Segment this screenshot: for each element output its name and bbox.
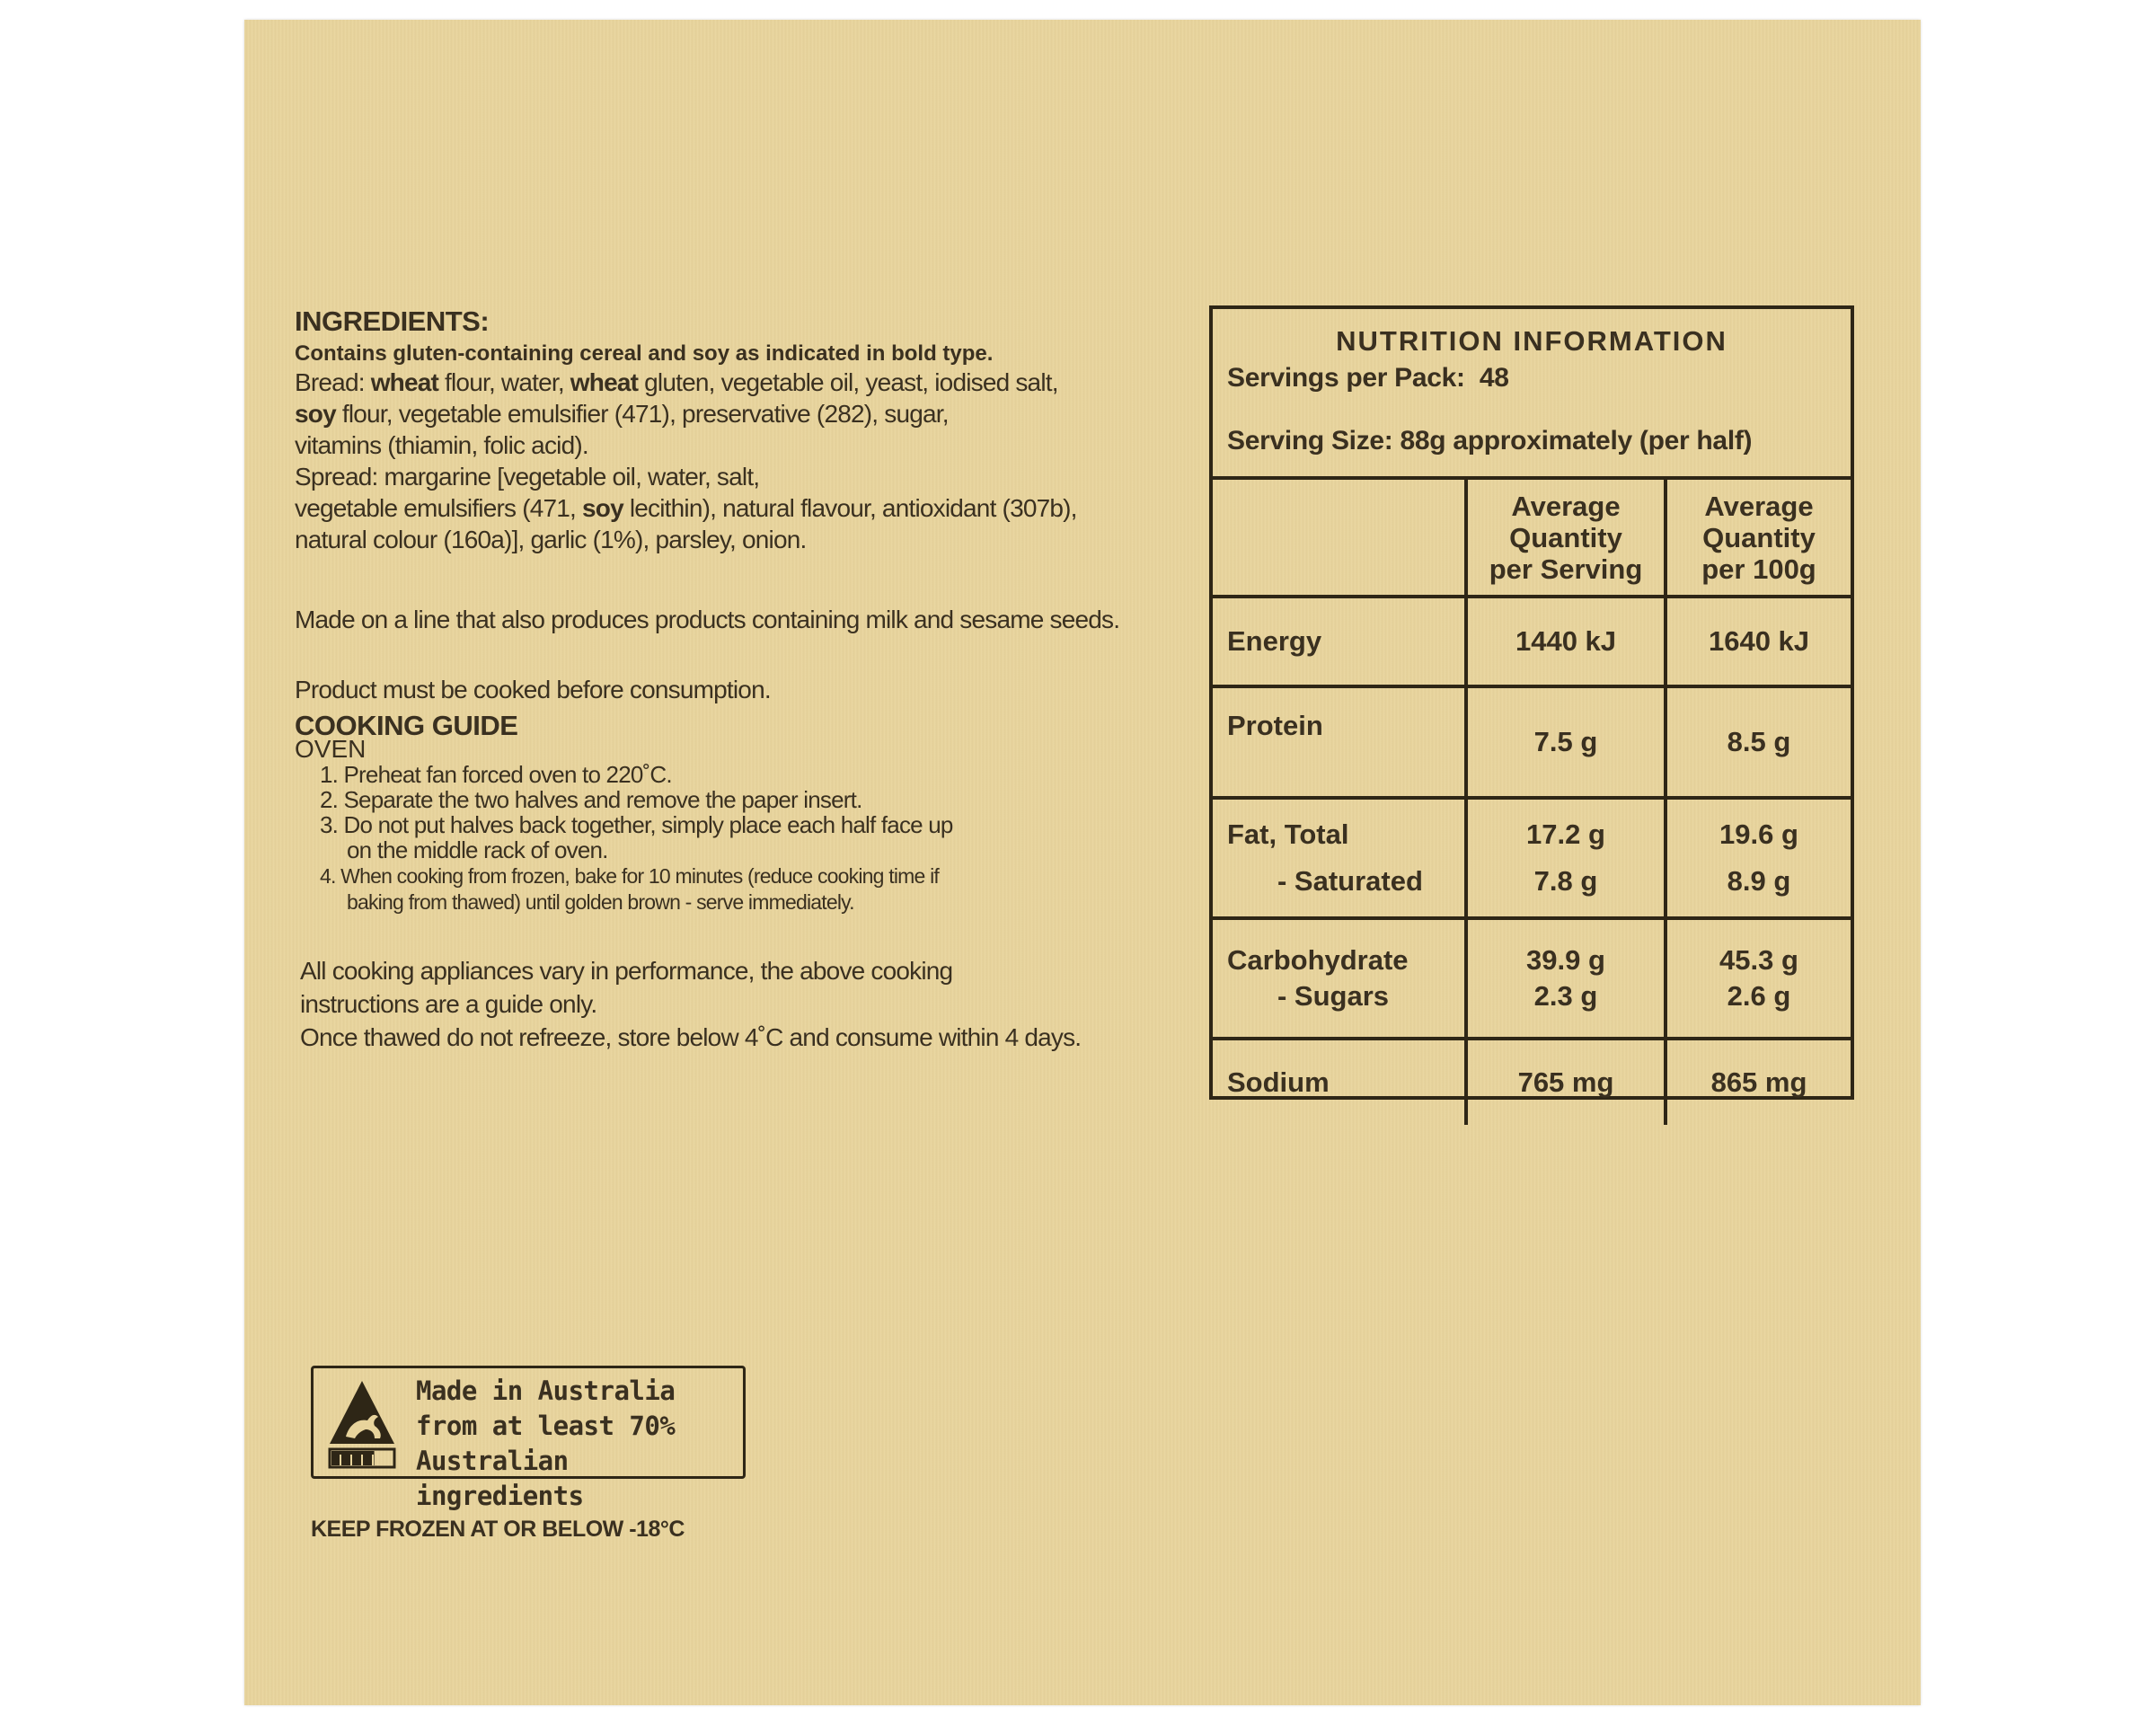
spread-text-1: vegetable emulsifiers (471, — [295, 494, 582, 522]
sugars-label: - Sugars — [1277, 980, 1390, 1012]
step-4-cont: baking from thawed) until golden brown - serve immediately. — [347, 890, 854, 914]
serving-size: Serving Size: 88g approximately (per half) — [1227, 426, 1753, 456]
step-3-cont: on the middle rack of oven. — [347, 836, 608, 863]
row-label-protein: Protein — [1213, 686, 1466, 798]
table-header-row — [1213, 478, 1851, 597]
row-label-sodium: Sodium — [1213, 1039, 1466, 1125]
origin-line-2: from at least 70% — [416, 1411, 676, 1441]
servings-per-pack — [1227, 363, 1509, 394]
allergen-statement: Contains gluten-containing cereal and soy as indicated in bold type. — [295, 341, 994, 366]
cooking-steps — [320, 762, 953, 915]
country-of-origin-label — [311, 1366, 746, 1511]
spread-line-1: Spread: margarine [vegetable oil, water, salt, — [295, 463, 760, 491]
servings-label: Servings per Pack: — [1227, 363, 1465, 393]
bread-text-1: flour, water, — [438, 368, 570, 396]
note-3: Once thawed do not refreeze, store below 4˚C and consume within 4 days. — [300, 1023, 1082, 1051]
carbohydrate-per-serving: 39.9 g 2.3 g — [1466, 918, 1666, 1039]
fat-per-100g: 19.6 g 8.9 g — [1666, 798, 1851, 918]
origin-text — [416, 1374, 743, 1514]
allergen-soy: soy — [582, 494, 623, 522]
header-blank — [1213, 478, 1466, 597]
nutrition-table — [1213, 476, 1851, 1125]
fat-per-serving: 17.2 g 7.8 g — [1466, 798, 1666, 918]
table-row — [1213, 686, 1851, 798]
allergen-wheat: wheat — [570, 368, 639, 396]
ingredient-bar-fill — [331, 1451, 375, 1465]
fat-label: Fat, Total — [1227, 818, 1349, 850]
header-per-serving: Average Quantity per Serving — [1466, 478, 1666, 597]
servings-value: 48 — [1479, 363, 1509, 393]
header-per-100g: Average Quantity per 100g — [1666, 478, 1851, 597]
cooking-guide-heading: COOKING GUIDE — [295, 710, 518, 741]
carbohydrate-per-100g: 45.3 g 2.6 g — [1666, 918, 1851, 1039]
kangaroo-triangle-icon — [326, 1377, 398, 1471]
line-allergen-note: Made on a line that also produces products containing milk and sesame seeds. — [295, 606, 1120, 633]
energy-per-serving: 1440 kJ — [1466, 597, 1666, 686]
bread-text-4: vitamins (thiamin, folic acid). — [295, 431, 588, 459]
sodium-per-100g: 865 mg — [1666, 1039, 1851, 1125]
note-2: instructions are a guide only. — [300, 990, 597, 1018]
protein-per-100g: 8.5 g — [1666, 686, 1851, 798]
bread-text-2: gluten, vegetable oil, yeast, iodised salt, — [638, 368, 1058, 396]
cook-before-note: Product must be cooked before consumption. — [295, 676, 771, 703]
carbohydrate-label: Carbohydrate — [1227, 944, 1409, 976]
ingredients-heading: INGREDIENTS: — [295, 305, 490, 337]
package-panel — [244, 20, 1921, 1705]
allergen-soy: soy — [295, 400, 336, 428]
origin-line-3: Australian ingredients — [416, 1446, 584, 1511]
nutrition-panel — [1209, 305, 1854, 1100]
saturated-label: - Saturated — [1277, 865, 1423, 897]
protein-per-serving: 7.5 g — [1466, 686, 1666, 798]
bread-ingredients — [295, 367, 1077, 555]
row-label-fat — [1213, 798, 1466, 918]
allergen-wheat: wheat — [370, 368, 439, 396]
bread-label: Bread: — [295, 368, 371, 396]
spread-text-2: lecithin), natural flavour, antioxidant (307b), — [623, 494, 1077, 522]
bread-text-3: flour, vegetable emulsifier (471), preservative (282), sugar, — [335, 400, 949, 428]
row-label-energy: Energy — [1213, 597, 1466, 686]
origin-line-1: Made in Australia — [416, 1376, 676, 1406]
step-1: 1. Preheat fan forced oven to 220˚C. — [320, 761, 672, 788]
table-row — [1213, 918, 1851, 1039]
spread-line-3: natural colour (160a)], garlic (1%), parsley, onion. — [295, 526, 807, 553]
table-row — [1213, 1039, 1851, 1125]
row-label-carbohydrate — [1213, 918, 1466, 1039]
table-row — [1213, 798, 1851, 918]
cooking-notes — [300, 954, 1081, 1054]
storage-instruction: KEEP FROZEN AT OR BELOW -18°C — [311, 1517, 685, 1542]
cooking-method: OVEN — [295, 735, 367, 763]
step-3: 3. Do not put halves back together, simply place each half face up — [320, 811, 953, 838]
note-1: All cooking appliances vary in performance, the above cooking — [300, 957, 953, 985]
step-4: 4. When cooking from frozen, bake for 10 minutes (reduce cooking time if — [320, 864, 939, 888]
nutrition-title: NUTRITION INFORMATION — [1336, 325, 1727, 357]
sodium-per-serving: 765 mg — [1466, 1039, 1666, 1125]
energy-per-100g: 1640 kJ — [1666, 597, 1851, 686]
step-2: 2. Separate the two halves and remove the paper insert. — [320, 786, 862, 813]
table-row — [1213, 597, 1851, 686]
